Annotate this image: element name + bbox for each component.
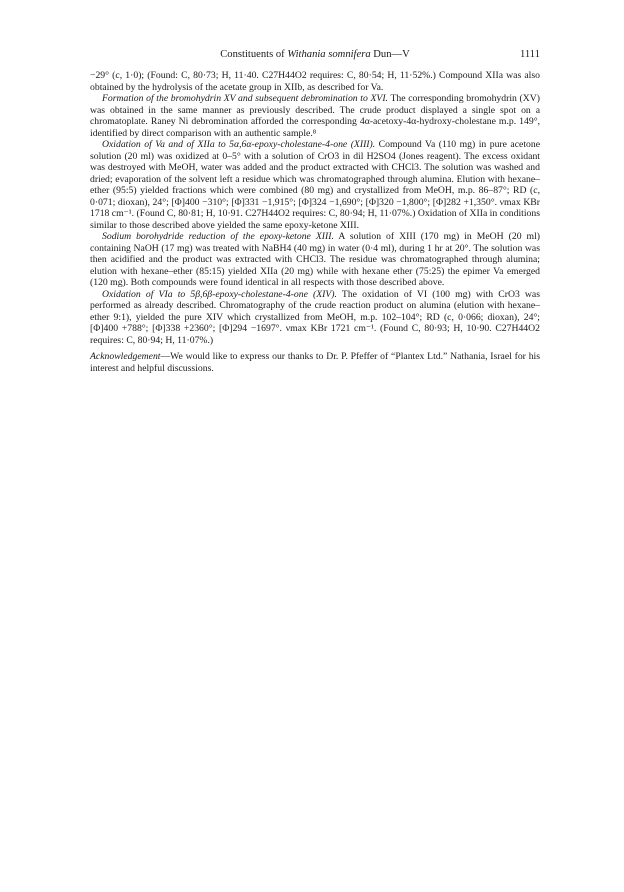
paragraph-text: A solution of XIII (170 mg) in MeOH (20 ml) containing NaOH (17 mg) was treated with NaBH4 (40 mg) in water (0·4 ml), during 1 hr at 20°. The solution was then acidified and the product was extracted with CHCl3. The residue was chromatographed through alumina; elution with hexane–ether (85:15) yielded XIIa (20 mg) while with hexane ether (75:25) the epimer Va emerged (120 mg). Both compounds were found identical in all respects with those described above. (90, 231, 541, 288)
acknowledgement-heading: Acknowledgement (90, 351, 161, 362)
paragraph-text: Compound Va (110 mg) in pure acetone solution (20 ml) was oxidized at 0–5° with a solution of CrO3 in dil H2SO4 (Jones reagent). The excess oxidant was destroyed with MeOH, water was added and the product extracted with CHCl3. The solution was washed and dried; evaporation of the solvent left a residue which was chromatographed through alumina. Elution with hexane–ether (95:5) yielded fractions which were combined (80 mg) and crystallized from MeOH, m.p. 86–87°; RD (c, 0·071; dioxan), 24°; [Φ]400 −310°; [Φ]331 −1,915°; [Φ]324 −1,690°; [Φ]320 −1,800°; [Φ]282 +1,350°. νmax KBr 1718 cm⁻¹. (Found C, 80·81; H, 10·91. C27H44O2 requires: C, 80·94; H, 11·07%.) Oxidation of XIIa in conditions similar to those described above yielded the same epoxy-ketone XIII. (90, 139, 541, 231)
paragraph-continuation (90, 70, 540, 93)
page-number: 1111 (519, 49, 540, 60)
section-heading: Sodium borohydride reduction of the epoxy-ketone XIII. (102, 231, 334, 242)
paragraph-text: −29° (c, 1·0); (Found: C, 80·73; H, 11·40. C27H44O2 requires: C, 80·54; H, 11·52%.) Compound XIIa was also obtained by the hydrolysis of the acetate group in XIIb, as described for Va. (90, 70, 540, 93)
paragraph-borohydride (90, 231, 540, 289)
paragraph-bromohydrin (90, 93, 540, 139)
running-title (90, 49, 540, 60)
section-heading: Formation of the bromohydrin XV and subsequent debromination to XVI. (102, 93, 388, 104)
running-title-pre: Constituents of (220, 49, 288, 60)
paragraph-oxidation-va (90, 139, 540, 231)
paragraph-text: The oxidation of VI (100 mg) with CrO3 was performed as already described. Chromatography of the crude reaction product on alumina (elution with hexane–ether 9:1), yielded the pure XIV which crystallized from MeOH, m.p. 102–104°; RD (c, 0·066; dioxan), 24°; [Φ]400 +788°; [Φ]338 +2360°; [Φ]294 −1697°. νmax KBr 1721 cm⁻¹. (Found C, 80·93; H, 10·90. C27H44O2 requires: C, 80·94; H, 11·07%.) (90, 288, 540, 346)
body-text (90, 70, 540, 374)
acknowledgement-text: —We would like to express our thanks to Dr. P. Pfeffer of “Plantex Ltd.” Nathania, Israel for his interest and helpful discussions. (90, 351, 540, 374)
section-heading: Oxidation of VIa to 5β,6β-epoxy-cholestane-4-one (XIV). (102, 288, 337, 300)
paragraph-oxidation-via (90, 289, 540, 347)
paragraph-text: The corresponding bromohydrin (XV) was obtained in the same manner as previously described. The crude product displayed a single spot on a chromatoplate. Raney Ni debromination afforded the corresponding 4α-acetoxy-4α-hydroxy-cholestane m.p. 149°, identified by direct comparison with an authentic sample.⁸ (90, 93, 540, 139)
running-title-species: Withania somnifera (287, 49, 371, 60)
running-header (90, 49, 540, 63)
section-heading: Oxidation of Va and of XIIa to 5α,6α-epoxy-cholestane-4-one (XIII). (102, 139, 376, 150)
acknowledgement (90, 351, 540, 374)
running-title-post: Dun—V (370, 49, 410, 60)
